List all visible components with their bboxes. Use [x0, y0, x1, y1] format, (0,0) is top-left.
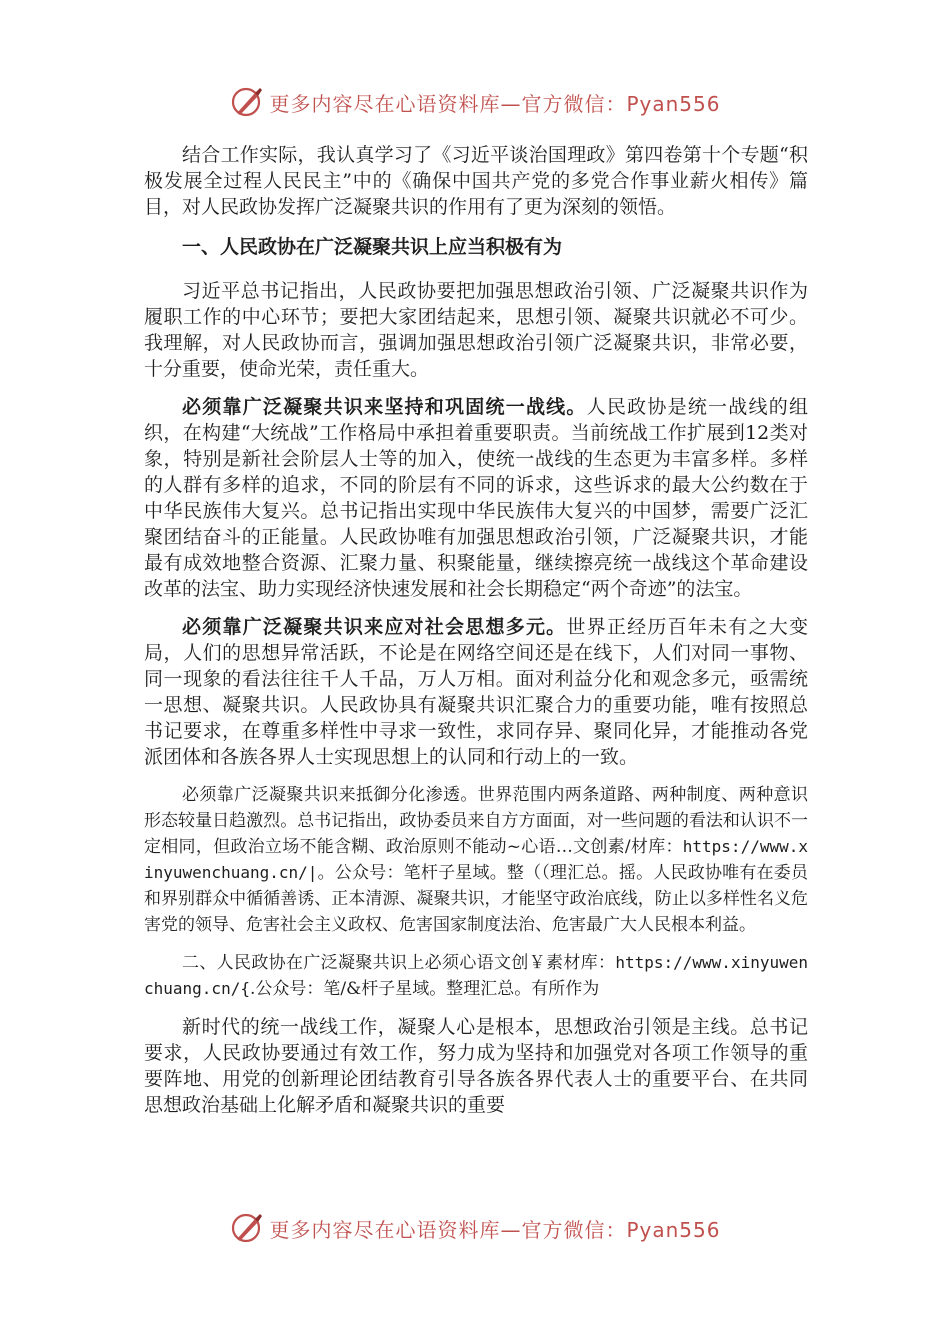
footer-banner — [0, 1208, 950, 1248]
header-banner — [0, 82, 950, 122]
heading-2-text-b: .公众号：笔/&杆子星域。整理汇总。有所作为 — [249, 979, 600, 999]
paragraph-4-url: https://www.xinyuwenchuang.cn/| — [144, 837, 808, 882]
heading-2-text-a: 二、人民政协在广泛凝聚共识上必须心语文创￥素材库： — [182, 953, 616, 973]
paragraph-2 — [144, 394, 808, 602]
intro-paragraph: 结合工作实际，我认真学习了《习近平谈治国理政》第四卷第十个专题“积极发展全过程人民民主”中的《确保中国共产党的多党合作事业薪火相传》篇目，对人民政协发挥广泛凝聚共识的作用有了更为深刻的领悟。 — [144, 144, 808, 218]
paragraph-5: 新时代的统一战线工作，凝聚人心是根本，思想政治引领是主线。总书记要求，人民政协要通过有效工作，努力成为坚持和加强党对各项工作领导的重要阵地、用党的创新理论团结教育引导各族各界代表人士的重要平台、在共同思想政治基础上化解矛盾和凝聚共识的重要 — [144, 1016, 808, 1116]
heading-2-url: https://www.xinyuwenchuang.cn/{ — [144, 953, 808, 998]
paragraph-4-text-a: 必须靠广泛凝聚共识来抵御分化渗透。世界范围内两条道路、两种制度、两种意识形态较量日趋激烈。总书记指出，政协委员来自方方面面，对一些问题的看法和认识不一定相同，但政治立场不能含糊、政治原则不能动~心语…文创素/材库： — [144, 785, 808, 857]
paragraph-2-lead: 必须靠广泛凝聚共识来坚持和巩固统一战线。 — [182, 396, 587, 418]
paragraph-4-text-b: 。公众号：笔杆子星域。整（（理汇总。摇。人民政协唯有在委员和界别群众中循循善诱、正本清源、凝聚共识，才能坚守政治底线，防止以多样性名义危害党的领导、危害社会主义政权、危害国家制度法治、危害最广大人民根本利益。 — [144, 863, 808, 935]
paragraph-3-body: 世界正经历百年未有之大变局，人们的思想异常活跃，不论是在网络空间还是在线下，人们对同一事物、同一现象的看法往往千人千品，万人万相。面对利益分化和观念多元，亟需统一思想、凝聚共识。人民政协具有凝聚共识汇聚合力的重要功能，唯有按照总书记要求，在尊重多样性中寻求一致性，求同存异、聚同化异，才能推动各党派团体和各族各界人士实现思想上的认同和行动上的一致。 — [144, 616, 808, 768]
paragraph-2-body: 人民政协是统一战线的组织，在构建“大统战”工作格局中承担着重要职责。当前统战工作扩展到12类对象，特别是新社会阶层人士等的加入，使统一战线的生态更为丰富多样。多样的人群有多样的追求，不同的阶层有不同的诉求，这些诉求的最大公约数在于中华民族伟大复兴。总书记指出实现中华民族伟大复兴的中国梦，需要广泛汇聚团结奋斗的正能量。人民政协唯有加强思想政治引领，广泛凝聚共识，才能最有成效地整合资源、汇聚力量、积聚能量，继续擦亮统一战线这个革命建设改革的法宝、助力实现经济快速发展和社会长期稳定“两个奇迹”的法宝。 — [144, 396, 808, 600]
pen-logo-icon — [229, 1210, 265, 1246]
paragraph-3-lead: 必须靠广泛凝聚共识来应对社会思想多元。 — [182, 616, 567, 638]
section-heading-2 — [144, 950, 808, 1002]
paragraph-4 — [144, 782, 808, 938]
pen-logo-icon — [229, 84, 265, 120]
article-body — [144, 142, 808, 1130]
section-heading-1: 一、人民政协在广泛凝聚共识上应当积极有为 — [182, 236, 563, 258]
paragraph-1: 习近平总书记指出，人民政协要把加强思想政治引领、广泛凝聚共识作为履职工作的中心环节；要把大家团结起来，思想引领、凝聚共识就必不可少。我理解，对人民政协而言，强调加强思想政治引领广泛凝聚共识，非常必要，十分重要，使命光荣，责任重大。 — [144, 280, 808, 380]
banner-text: 更多内容尽在心语资料库—官方微信：Pyan556 — [269, 91, 721, 116]
paragraph-3 — [144, 614, 808, 770]
banner-text: 更多内容尽在心语资料库—官方微信：Pyan556 — [269, 1217, 721, 1242]
